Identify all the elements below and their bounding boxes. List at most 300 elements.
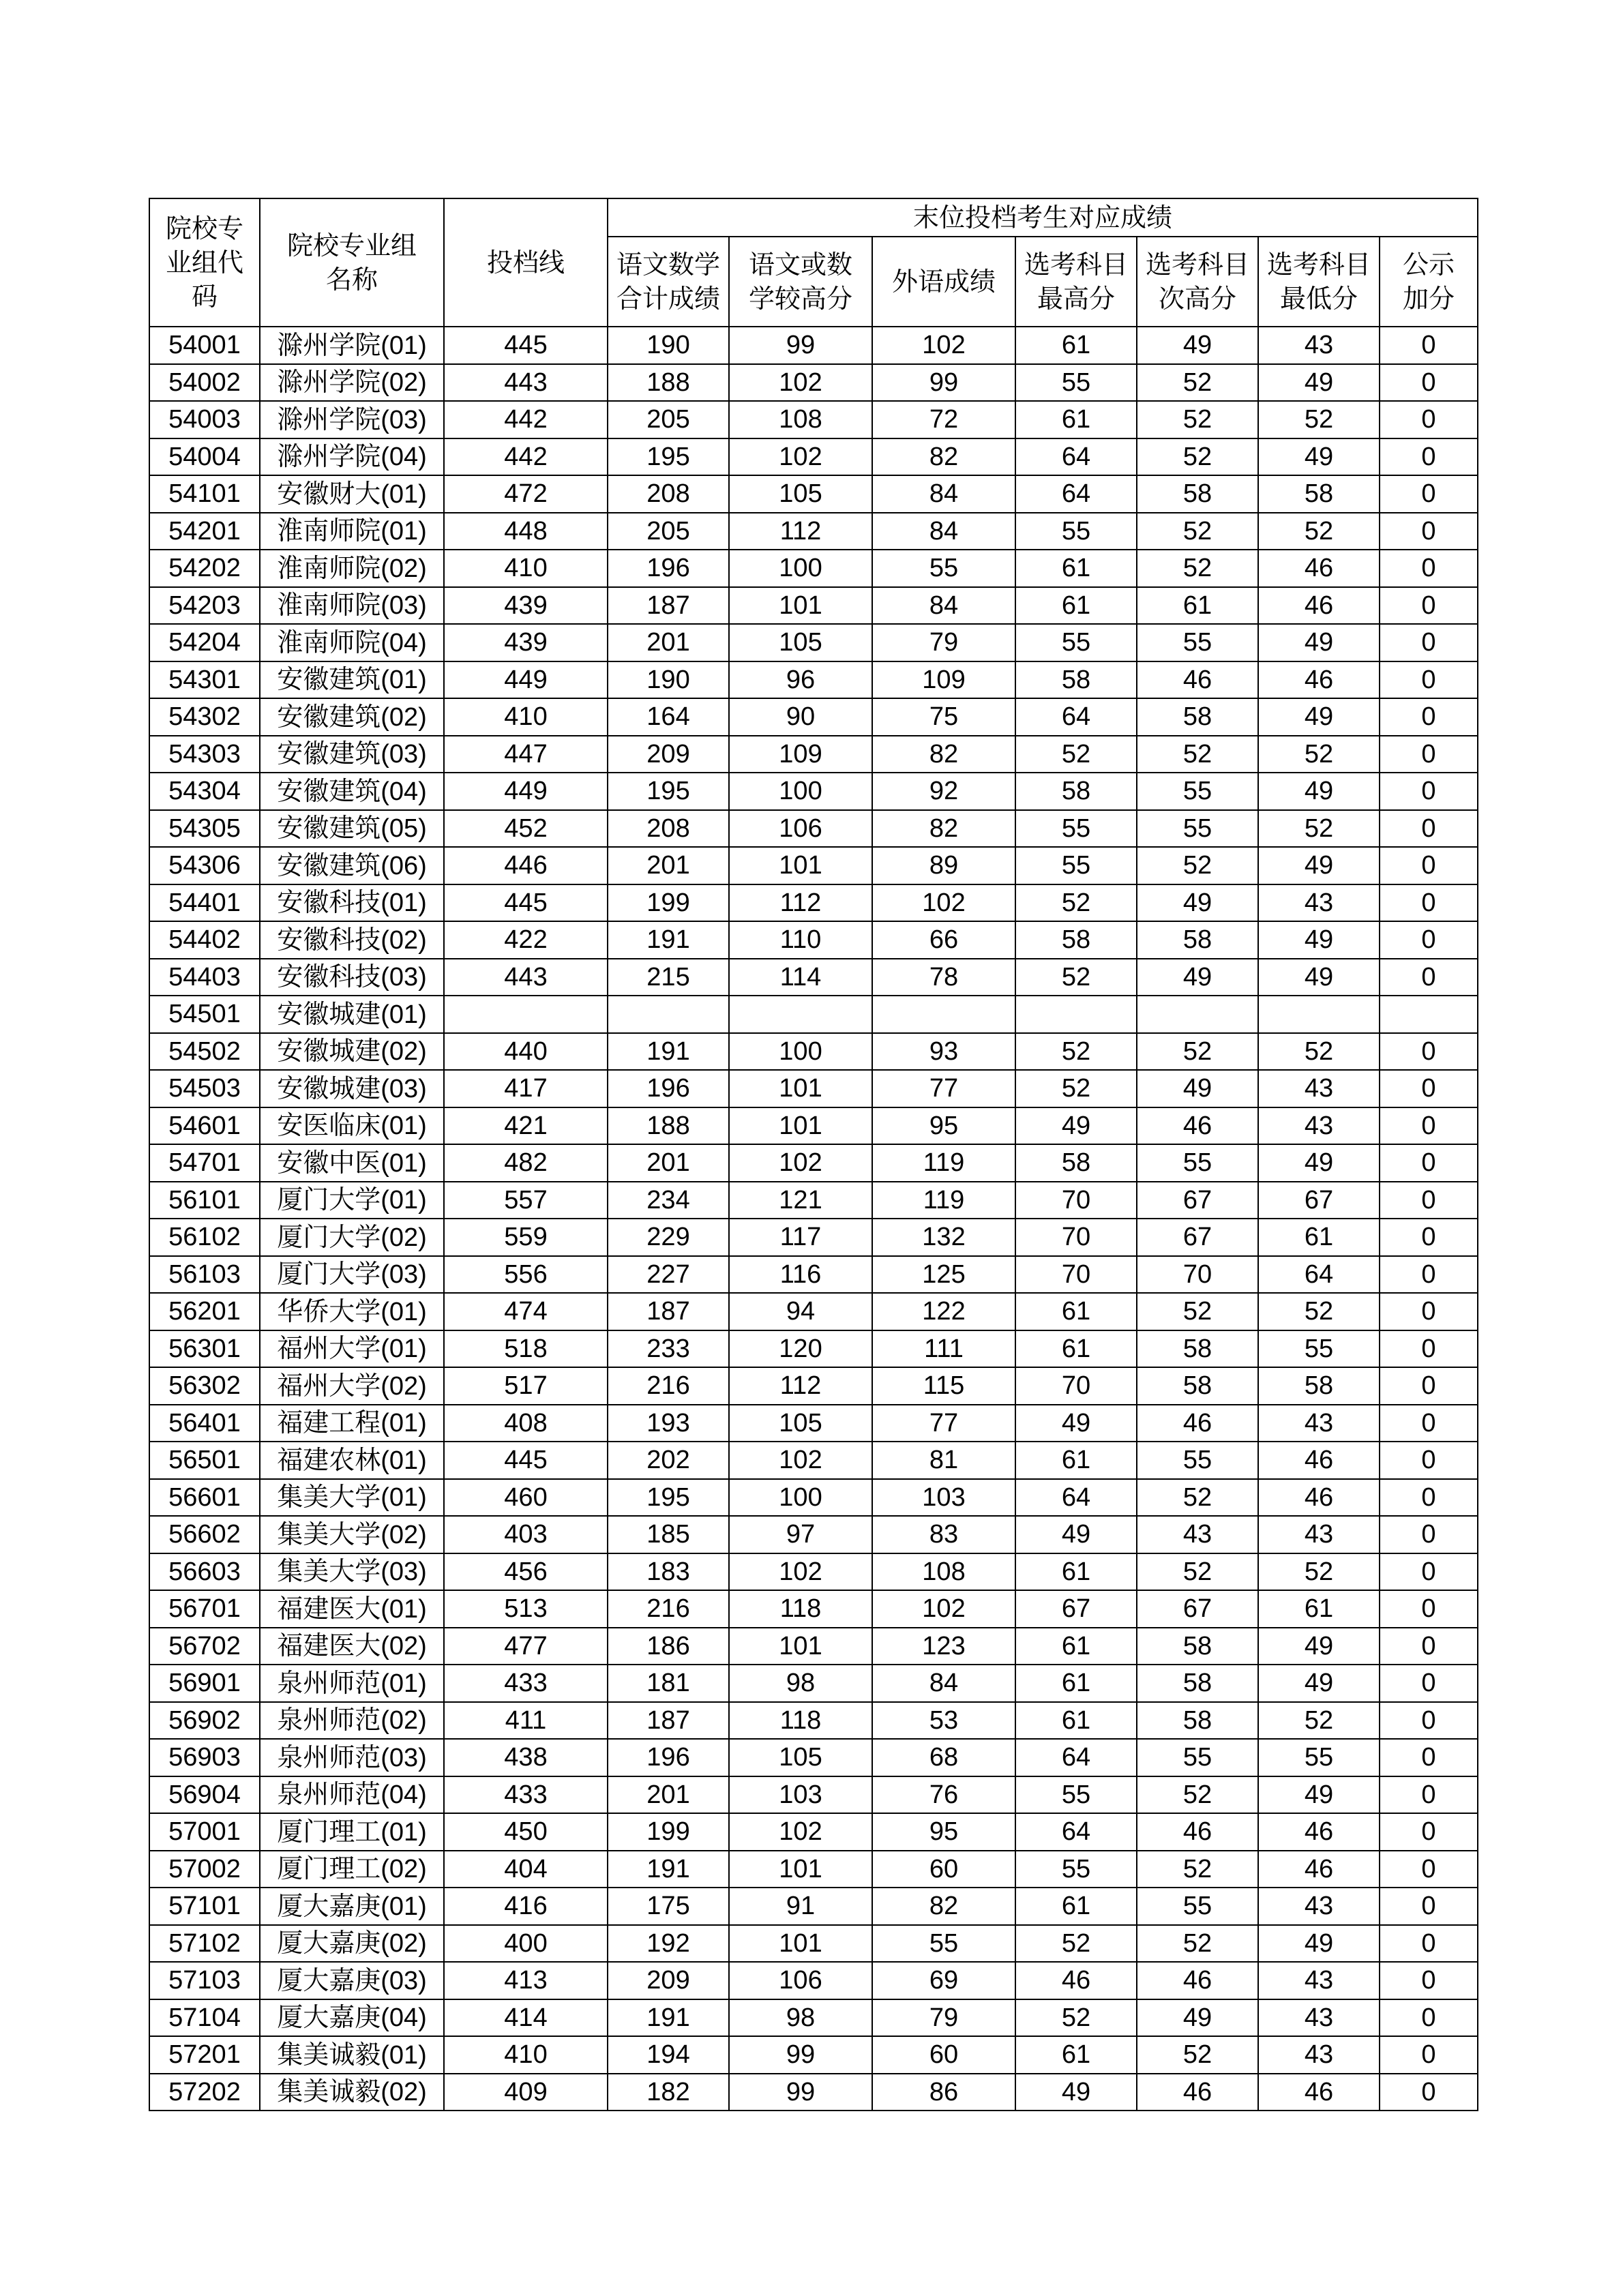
cell-s1: 182: [608, 2074, 729, 2111]
cell-s2: 101: [729, 1628, 872, 1665]
cell-s3: 84: [872, 1665, 1015, 1702]
cell-s2: 100: [729, 550, 872, 587]
cell-code: 57002: [149, 1851, 260, 1888]
table-row: [149, 847, 1478, 884]
cell-s6: 52: [1258, 513, 1380, 550]
cell-s1: 216: [608, 1590, 729, 1628]
cell-code: 54302: [149, 698, 260, 736]
school-name: 厦门理工: [277, 1816, 381, 1847]
cell-line: [444, 996, 608, 1033]
group-number: (02): [381, 1371, 427, 1401]
cell-s3: 93: [872, 1033, 1015, 1071]
cell-line: 460: [444, 1479, 608, 1517]
header-sub: 选考科目最高分: [1015, 237, 1137, 327]
cell-code: 54403: [149, 959, 260, 996]
cell-s3: 76: [872, 1776, 1015, 1814]
cell-s3: 102: [872, 884, 1015, 922]
school-name: 福建工程: [277, 1407, 381, 1438]
cell-s4: 55: [1015, 810, 1137, 848]
cell-line: 556: [444, 1256, 608, 1294]
cell-s2: 100: [729, 773, 872, 810]
cell-s1: 190: [608, 661, 729, 699]
group-number: (02): [381, 554, 427, 583]
school-name: 厦大嘉庚: [277, 1890, 381, 1921]
cell-s4: 61: [1015, 1702, 1137, 1740]
cell-s4: 64: [1015, 1479, 1137, 1517]
school-name: 安徽城建: [277, 1036, 381, 1067]
cell-s5: 52: [1137, 1479, 1258, 1517]
cell-name: [260, 1442, 444, 1479]
cell-s4: 46: [1015, 1962, 1137, 1999]
cell-s1: 199: [608, 1813, 729, 1851]
cell-s7: 0: [1380, 550, 1478, 587]
group-number: (02): [381, 1632, 427, 1661]
cell-s2: 109: [729, 736, 872, 773]
cell-name: [260, 1405, 444, 1442]
group-number: (01): [381, 1335, 427, 1364]
cell-s3: 111: [872, 1330, 1015, 1368]
cell-s6: 49: [1258, 1776, 1380, 1814]
table-row: [149, 1925, 1478, 1963]
cell-s4: 70: [1015, 1256, 1137, 1294]
cell-s7: 0: [1380, 1219, 1478, 1256]
cell-code: 56501: [149, 1442, 260, 1479]
cell-s3: 92: [872, 773, 1015, 810]
cell-s1: 196: [608, 1070, 729, 1107]
cell-s2: 112: [729, 1367, 872, 1405]
cell-line: 472: [444, 475, 608, 513]
table-row: [149, 1553, 1478, 1591]
cell-s7: 0: [1380, 1553, 1478, 1591]
cell-s4: 58: [1015, 661, 1137, 699]
cell-line: 414: [444, 1999, 608, 2037]
cell-s4: 52: [1015, 1033, 1137, 1071]
cell-code: 54502: [149, 1033, 260, 1071]
cell-s7: [1380, 996, 1478, 1033]
table-row: [149, 1033, 1478, 1071]
cell-s1: 201: [608, 624, 729, 661]
group-number: (01): [381, 1112, 427, 1141]
cell-s7: 0: [1380, 1851, 1478, 1888]
group-number: (02): [381, 368, 427, 398]
cell-code: 54101: [149, 475, 260, 513]
cell-line: 452: [444, 810, 608, 848]
cell-s3: 84: [872, 513, 1015, 550]
table-row: [149, 1776, 1478, 1814]
cell-s3: 66: [872, 921, 1015, 959]
cell-s5: 52: [1137, 550, 1258, 587]
school-name: 厦大嘉庚: [277, 2002, 381, 2033]
cell-s7: 0: [1380, 1516, 1478, 1553]
cell-s2: 103: [729, 1776, 872, 1814]
cell-s4: 64: [1015, 698, 1137, 736]
cell-s2: 114: [729, 959, 872, 996]
group-number: (01): [381, 1817, 427, 1847]
cell-s5: 46: [1137, 2074, 1258, 2111]
cell-s1: 201: [608, 847, 729, 884]
cell-name: [260, 1925, 444, 1963]
cell-s3: 82: [872, 810, 1015, 848]
cell-s5: 67: [1137, 1590, 1258, 1628]
cell-s6: 61: [1258, 1219, 1380, 1256]
cell-s3: 89: [872, 847, 1015, 884]
school-name: 安徽建筑: [277, 664, 381, 695]
cell-s7: 0: [1380, 1925, 1478, 1963]
school-name: 安徽建筑: [277, 850, 381, 880]
cell-name: [260, 1888, 444, 1925]
cell-code: 56603: [149, 1553, 260, 1591]
cell-s7: 0: [1380, 1405, 1478, 1442]
cell-line: 400: [444, 1925, 608, 1963]
table-row: [149, 996, 1478, 1033]
table-row: [149, 1479, 1478, 1517]
cell-name: [260, 1999, 444, 2037]
school-name: 集美诚毅: [277, 2039, 381, 2070]
header-sub: 语文或数学较高分: [729, 237, 872, 327]
cell-name: [260, 1553, 444, 1591]
group-number: (01): [381, 666, 427, 695]
cell-s2: 90: [729, 698, 872, 736]
cell-s5: 46: [1137, 661, 1258, 699]
group-number: (01): [381, 1669, 427, 1698]
cell-s5: 49: [1137, 1999, 1258, 2037]
cell-s2: 101: [729, 1851, 872, 1888]
cell-s3: 119: [872, 1144, 1015, 1182]
cell-line: 410: [444, 550, 608, 587]
table-row: [149, 1590, 1478, 1628]
school-name: 淮南师院: [277, 590, 381, 621]
cell-line: 447: [444, 736, 608, 773]
cell-s4: 61: [1015, 1442, 1137, 1479]
cell-line: 443: [444, 959, 608, 996]
table-body: [149, 327, 1478, 2111]
cell-s7: 0: [1380, 1702, 1478, 1740]
cell-line: 442: [444, 438, 608, 476]
cell-name: [260, 587, 444, 625]
cell-name: [260, 513, 444, 550]
cell-line: 442: [444, 401, 608, 438]
cell-code: 54003: [149, 401, 260, 438]
cell-code: 57201: [149, 2036, 260, 2074]
cell-s4: 58: [1015, 773, 1137, 810]
cell-s1: 175: [608, 1888, 729, 1925]
cell-name: [260, 1107, 444, 1145]
table-row: [149, 1999, 1478, 2037]
group-number: (01): [381, 1892, 427, 1921]
cell-line: 445: [444, 327, 608, 364]
cell-s7: 0: [1380, 847, 1478, 884]
school-name: 滁州学院: [277, 329, 381, 360]
cell-name: [260, 959, 444, 996]
table-row: [149, 1293, 1478, 1330]
cell-name: [260, 438, 444, 476]
cell-s6: 52: [1258, 1293, 1380, 1330]
cell-name: [260, 884, 444, 922]
cell-s3: 119: [872, 1182, 1015, 1219]
cell-s1: 192: [608, 1925, 729, 1963]
table-row: [149, 2036, 1478, 2074]
school-name: 安徽建筑: [277, 813, 381, 844]
cell-code: 57104: [149, 1999, 260, 2037]
cell-code: 57001: [149, 1813, 260, 1851]
cell-s4: 61: [1015, 1293, 1137, 1330]
cell-s1: 193: [608, 1405, 729, 1442]
group-number: (01): [381, 1297, 427, 1326]
cell-code: 54401: [149, 884, 260, 922]
group-number: (04): [381, 443, 427, 472]
school-name: 安徽科技: [277, 924, 381, 955]
cell-line: 409: [444, 2074, 608, 2111]
cell-line: 433: [444, 1776, 608, 1814]
cell-code: 54503: [149, 1070, 260, 1107]
cell-s5: 70: [1137, 1256, 1258, 1294]
cell-s7: 0: [1380, 1367, 1478, 1405]
cell-s2: 102: [729, 364, 872, 402]
cell-s4: 61: [1015, 327, 1137, 364]
cell-s3: [872, 996, 1015, 1033]
cell-s7: 0: [1380, 1813, 1478, 1851]
school-name: 滁州学院: [277, 367, 381, 398]
school-name: 安医临床: [277, 1110, 381, 1141]
cell-s4: 52: [1015, 1999, 1137, 2037]
group-number: (04): [381, 777, 427, 806]
cell-s3: 108: [872, 1553, 1015, 1591]
cell-s4: 61: [1015, 1628, 1137, 1665]
cell-s2: 101: [729, 1925, 872, 1963]
cell-s1: 201: [608, 1776, 729, 1814]
cell-s4: 49: [1015, 1405, 1137, 1442]
cell-name: [260, 1330, 444, 1368]
cell-s4: 52: [1015, 884, 1137, 922]
cell-s7: 0: [1380, 1739, 1478, 1776]
cell-s2: 116: [729, 1256, 872, 1294]
cell-s3: 53: [872, 1702, 1015, 1740]
group-number: (01): [381, 479, 427, 509]
cell-s4: 61: [1015, 1553, 1137, 1591]
school-name: 安徽财大: [277, 478, 381, 509]
cell-s5: 46: [1137, 1107, 1258, 1145]
cell-name: [260, 1367, 444, 1405]
cell-s5: 46: [1137, 1405, 1258, 1442]
cell-name: [260, 1665, 444, 1702]
cell-s5: 67: [1137, 1182, 1258, 1219]
cell-s6: 49: [1258, 1665, 1380, 1702]
cell-name: [260, 327, 444, 364]
cell-line: 456: [444, 1553, 608, 1591]
group-number: (02): [381, 1037, 427, 1067]
cell-s4: 58: [1015, 1144, 1137, 1182]
table-row: [149, 401, 1478, 438]
cell-s3: 60: [872, 1851, 1015, 1888]
table-row: [149, 438, 1478, 476]
cell-s1: 191: [608, 1999, 729, 2037]
cell-s1: 186: [608, 1628, 729, 1665]
table-row: [149, 1888, 1478, 1925]
header-group: 末位投档考生对应成绩: [608, 198, 1478, 237]
group-number: (03): [381, 1966, 427, 1995]
cell-s7: 0: [1380, 1665, 1478, 1702]
cell-name: [260, 698, 444, 736]
cell-s5: 58: [1137, 1367, 1258, 1405]
cell-s1: 234: [608, 1182, 729, 1219]
school-name: 安徽建筑: [277, 701, 381, 732]
cell-s4: 49: [1015, 2074, 1137, 2111]
cell-s7: 0: [1380, 513, 1478, 550]
cell-name: [260, 736, 444, 773]
cell-s4: 55: [1015, 847, 1137, 884]
cell-s3: 75: [872, 698, 1015, 736]
cell-s5: 61: [1137, 587, 1258, 625]
cell-name: [260, 550, 444, 587]
group-number: (01): [381, 1186, 427, 1215]
cell-s2: 102: [729, 1553, 872, 1591]
cell-name: [260, 1219, 444, 1256]
group-number: (02): [381, 925, 427, 955]
cell-s3: 81: [872, 1442, 1015, 1479]
cell-code: 54701: [149, 1144, 260, 1182]
cell-s4: 64: [1015, 438, 1137, 476]
cell-code: 57103: [149, 1962, 260, 1999]
school-name: 泉州师范: [277, 1742, 381, 1772]
cell-s4: 70: [1015, 1182, 1137, 1219]
header-sub: 选考科目最低分: [1258, 237, 1380, 327]
cell-s7: 0: [1380, 1070, 1478, 1107]
cell-s3: 68: [872, 1739, 1015, 1776]
cell-name: [260, 2074, 444, 2111]
school-name: 厦门理工: [277, 1853, 381, 1884]
cell-s7: 0: [1380, 624, 1478, 661]
school-name: 淮南师院: [277, 627, 381, 657]
cell-line: 404: [444, 1851, 608, 1888]
cell-name: [260, 475, 444, 513]
cell-s6: 55: [1258, 1330, 1380, 1368]
cell-s7: 0: [1380, 773, 1478, 810]
table-row: [149, 773, 1478, 810]
cell-s4: 70: [1015, 1367, 1137, 1405]
cell-s5: 52: [1137, 438, 1258, 476]
cell-code: 56701: [149, 1590, 260, 1628]
cell-s6: 46: [1258, 661, 1380, 699]
cell-s1: 199: [608, 884, 729, 922]
table-header: [149, 198, 1478, 327]
cell-line: 474: [444, 1293, 608, 1330]
cell-code: 54204: [149, 624, 260, 661]
cell-s1: 227: [608, 1256, 729, 1294]
table-row: [149, 550, 1478, 587]
cell-s1: 191: [608, 1033, 729, 1071]
cell-s5: 52: [1137, 401, 1258, 438]
cell-s6: 52: [1258, 1553, 1380, 1591]
cell-s4: 61: [1015, 550, 1137, 587]
group-number: (02): [381, 702, 427, 732]
cell-s2: 118: [729, 1590, 872, 1628]
group-number: (05): [381, 814, 427, 844]
cell-s4: 61: [1015, 1330, 1137, 1368]
cell-code: 56602: [149, 1516, 260, 1553]
cell-name: [260, 624, 444, 661]
table-row: [149, 1182, 1478, 1219]
admission-score-table: [149, 198, 1478, 2111]
cell-name: [260, 2036, 444, 2074]
table-row: [149, 810, 1478, 848]
cell-s1: 191: [608, 1851, 729, 1888]
group-number: (04): [381, 2003, 427, 2033]
cell-s1: 195: [608, 1479, 729, 1517]
school-name: 厦门大学: [277, 1221, 381, 1252]
group-number: (01): [381, 1000, 427, 1029]
cell-s3: 115: [872, 1367, 1015, 1405]
cell-name: [260, 847, 444, 884]
header-code: 院校专业组代码: [149, 198, 260, 327]
cell-s1: 187: [608, 1293, 729, 1330]
cell-s5: 58: [1137, 698, 1258, 736]
cell-s3: 122: [872, 1293, 1015, 1330]
cell-s7: 0: [1380, 1107, 1478, 1145]
cell-s6: 43: [1258, 1107, 1380, 1145]
cell-s3: 123: [872, 1628, 1015, 1665]
cell-line: 411: [444, 1702, 608, 1740]
table-row: [149, 959, 1478, 996]
cell-s6: 58: [1258, 475, 1380, 513]
cell-s2: 101: [729, 1070, 872, 1107]
cell-s5: 52: [1137, 1553, 1258, 1591]
cell-s5: 67: [1137, 1219, 1258, 1256]
cell-s7: 0: [1380, 1628, 1478, 1665]
cell-s2: 96: [729, 661, 872, 699]
cell-line: 440: [444, 1033, 608, 1071]
table-row: [149, 1813, 1478, 1851]
cell-s6: 49: [1258, 364, 1380, 402]
school-name: 泉州师范: [277, 1667, 381, 1698]
cell-code: 54202: [149, 550, 260, 587]
cell-code: 54304: [149, 773, 260, 810]
header-name: 院校专业组名称: [260, 198, 444, 327]
group-number: (03): [381, 591, 427, 621]
cell-s2: 100: [729, 1033, 872, 1071]
table-row: [149, 1330, 1478, 1368]
cell-s2: 118: [729, 1702, 872, 1740]
group-number: (02): [381, 1223, 427, 1252]
group-number: (06): [381, 851, 427, 880]
school-name: 安徽科技: [277, 887, 381, 918]
cell-s7: 0: [1380, 736, 1478, 773]
cell-s4: 52: [1015, 1925, 1137, 1963]
cell-s3: 102: [872, 327, 1015, 364]
cell-s5: 46: [1137, 1962, 1258, 1999]
cell-s7: 0: [1380, 661, 1478, 699]
cell-s1: 185: [608, 1516, 729, 1553]
cell-code: 54203: [149, 587, 260, 625]
cell-name: [260, 1962, 444, 1999]
cell-s7: 0: [1380, 2074, 1478, 2111]
table-row: [149, 2074, 1478, 2111]
school-name: 安徽城建: [277, 998, 381, 1029]
cell-code: 54303: [149, 736, 260, 773]
cell-s6: 64: [1258, 1256, 1380, 1294]
cell-code: 56702: [149, 1628, 260, 1665]
table-row: [149, 587, 1478, 625]
cell-s5: 58: [1137, 921, 1258, 959]
cell-s7: 0: [1380, 327, 1478, 364]
cell-s2: 110: [729, 921, 872, 959]
table-row: [149, 661, 1478, 699]
cell-name: [260, 1702, 444, 1740]
cell-s1: 183: [608, 1553, 729, 1591]
table-row: [149, 1144, 1478, 1182]
cell-name: [260, 661, 444, 699]
cell-s6: 58: [1258, 1367, 1380, 1405]
cell-code: 54306: [149, 847, 260, 884]
